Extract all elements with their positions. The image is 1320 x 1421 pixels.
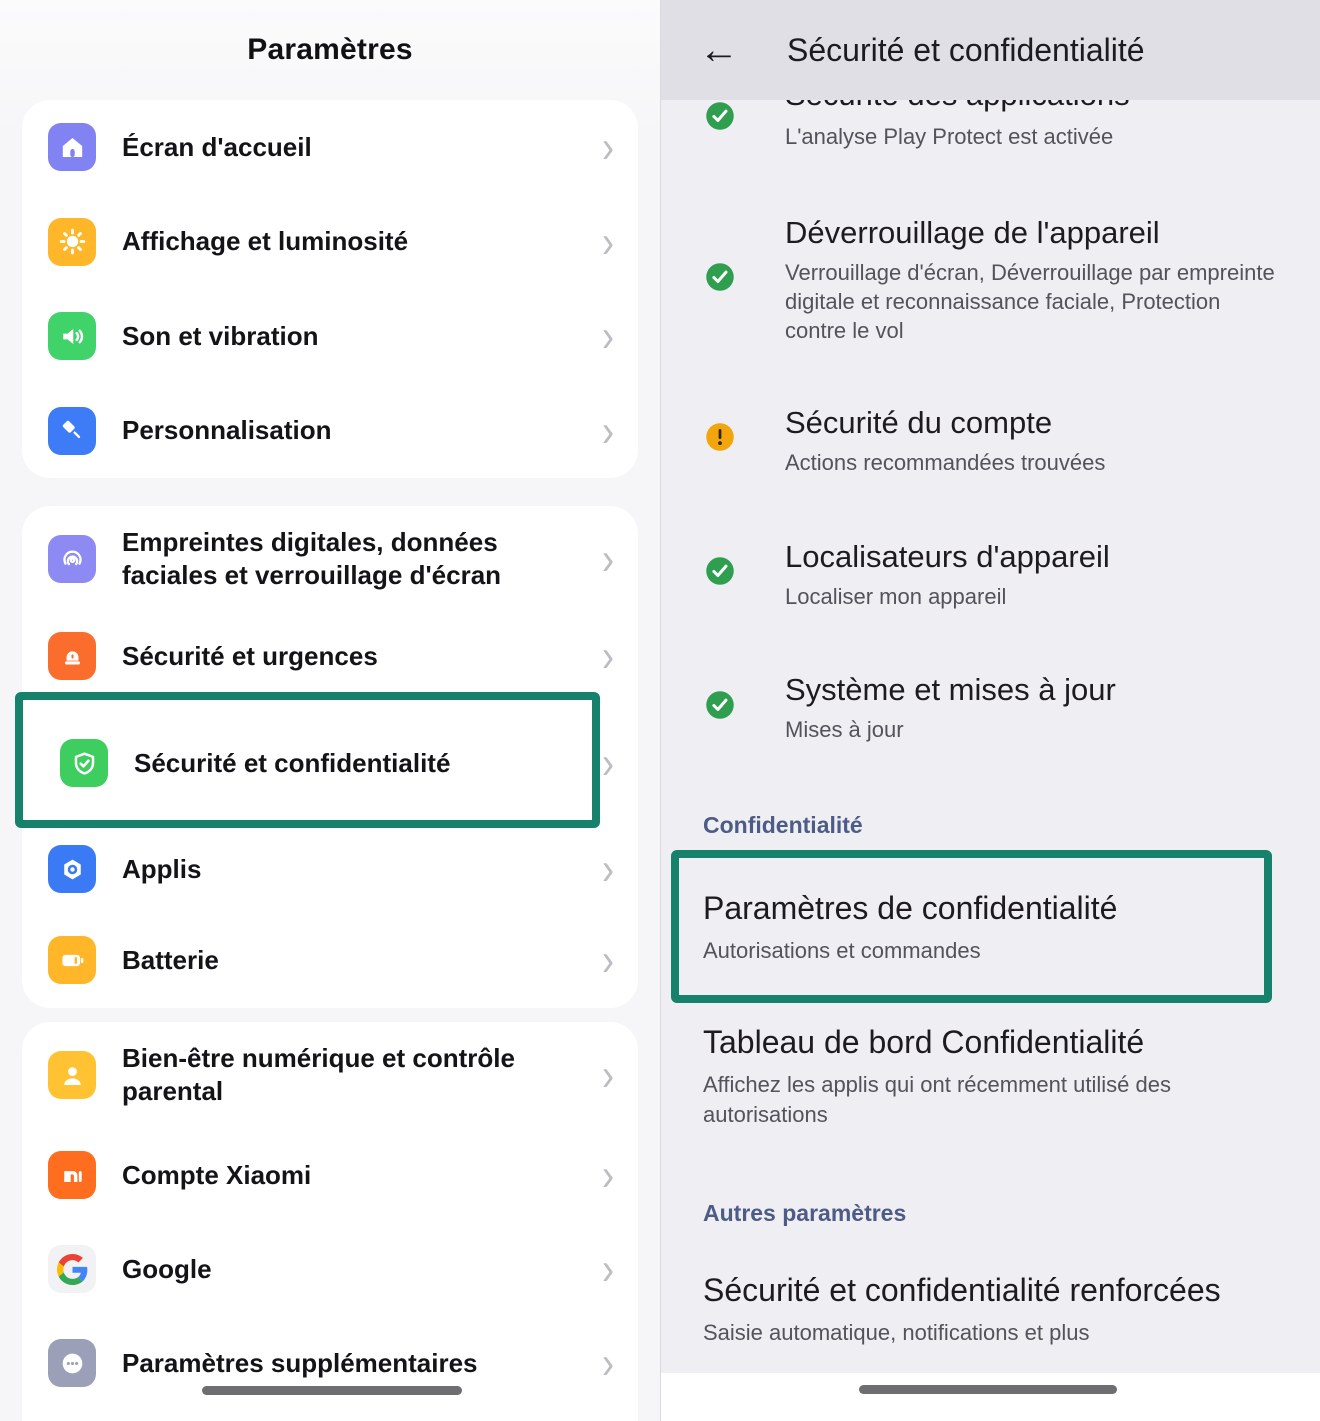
security-privacy-screen: [660, 0, 1320, 1421]
settings-item-label: Paramètres supplémentaires: [122, 1347, 478, 1378]
settings-item-label: Compte Xiaomi: [122, 1159, 312, 1190]
item-device-unlock[interactable]: [661, 214, 1320, 343]
speaker-icon: [48, 312, 96, 360]
item-privacy-dashboard[interactable]: [703, 1022, 1281, 1130]
battery-icon: [48, 936, 96, 984]
item-subtitle: Localiser mon appareil: [785, 584, 1007, 609]
check-circle-icon: [705, 101, 735, 131]
check-circle-icon: [705, 556, 735, 586]
settings-item-label: Son et vibration: [122, 320, 319, 351]
settings-item-label: Empreintes digitales, données faciales et verrouillage d'écran: [122, 527, 502, 590]
settings-item-label: Batterie: [122, 944, 219, 975]
right-header: [661, 0, 1320, 100]
item-title: Sécurité du compte: [785, 405, 1053, 440]
item-account-security[interactable]: [661, 404, 1320, 475]
chevron-right-icon: ›: [602, 842, 614, 894]
section-header-other: Autres paramètres: [703, 1200, 907, 1226]
back-arrow-icon[interactable]: ←: [699, 28, 739, 72]
home-indicator[interactable]: [859, 1385, 1117, 1394]
settings-item-sound[interactable]: [22, 289, 638, 384]
chevron-right-icon: ›: [602, 736, 614, 788]
item-subtitle: Autorisations et commandes: [703, 938, 981, 963]
item-device-finders[interactable]: [661, 538, 1320, 609]
section-header-privacy: Confidentialité: [703, 812, 863, 838]
settings-item-security-privacy[interactable]: [22, 700, 638, 826]
home-icon: [48, 123, 96, 171]
item-subtitle: L'analyse Play Protect est activée: [785, 124, 1114, 149]
item-system-updates[interactable]: [661, 671, 1320, 742]
settings-group-card: [22, 506, 638, 1008]
person-icon: [48, 1051, 96, 1099]
item-subtitle: Verrouillage d'écran, Déverrouillage par empreinte digitale et reconnaissance faciale, Protection contre le vol: [785, 260, 1275, 343]
item-subtitle: Actions recommandées trouvées: [785, 450, 1106, 475]
chevron-right-icon: ›: [602, 1242, 614, 1294]
settings-item-apps[interactable]: [22, 826, 638, 912]
page-title: Sécurité et confidentialité: [787, 31, 1145, 68]
settings-item-label: Google: [122, 1253, 212, 1284]
settings-item-google[interactable]: [22, 1222, 638, 1316]
item-title: Paramètres de confidentialité: [703, 890, 1118, 926]
item-title: Système et mises à jour: [785, 672, 1116, 707]
warning-circle-icon: [705, 422, 735, 452]
settings-item-battery[interactable]: [22, 912, 638, 1008]
google-logo-icon: [48, 1245, 96, 1293]
item-subtitle: Saisie automatique, notifications et plus: [703, 1320, 1090, 1345]
item-subtitle: Affichez les applis qui ont récemment utilisé des autorisations: [703, 1072, 1171, 1127]
chevron-right-icon: ›: [602, 1048, 614, 1100]
settings-item-label: Sécurité et confidentialité: [134, 747, 451, 778]
item-title: Déverrouillage de l'appareil: [785, 215, 1160, 250]
settings-item-label: Affichage et luminosité: [122, 226, 409, 257]
chevron-right-icon: ›: [602, 629, 614, 681]
item-subtitle: Mises à jour: [785, 717, 904, 742]
chevron-right-icon: ›: [602, 1336, 614, 1388]
more-dots-icon: [48, 1339, 96, 1387]
left-header: [0, 0, 660, 100]
settings-item-label: Applis: [122, 853, 202, 884]
chevron-right-icon: ›: [602, 310, 614, 362]
chevron-right-icon: ›: [602, 215, 614, 267]
chevron-right-icon: ›: [602, 121, 614, 173]
settings-group-card: [22, 1022, 638, 1421]
xiaomi-logo-icon: [48, 1151, 96, 1199]
settings-item-label: Écran d'accueil: [122, 131, 312, 162]
settings-item-label: Personnalisation: [122, 415, 332, 446]
chevron-right-icon: ›: [602, 933, 614, 985]
settings-group-card: [22, 100, 638, 478]
siren-icon: [48, 632, 96, 680]
item-privacy-settings[interactable]: [703, 888, 1281, 966]
settings-item-wellbeing[interactable]: [22, 1022, 638, 1128]
home-indicator[interactable]: [202, 1386, 462, 1395]
item-enhanced-security[interactable]: [703, 1270, 1281, 1348]
chevron-right-icon: ›: [602, 404, 614, 456]
settings-item-personalization[interactable]: [22, 384, 638, 479]
settings-item-label: Bien-être numérique et contrôle parental: [122, 1043, 515, 1106]
shield-check-icon: [60, 739, 108, 787]
settings-item-fingerprint[interactable]: [22, 506, 638, 612]
check-circle-icon: [705, 690, 735, 720]
bottom-bar: [661, 1373, 1320, 1421]
chevron-right-icon: ›: [602, 532, 614, 584]
settings-item-label: Sécurité et urgences: [122, 640, 378, 671]
fingerprint-icon: [48, 535, 96, 583]
settings-item-emergency[interactable]: [22, 612, 638, 700]
brightness-icon: [48, 218, 96, 266]
brush-icon: [48, 407, 96, 455]
item-title: Tableau de bord Confidentialité: [703, 1024, 1145, 1060]
settings-item-home-screen[interactable]: [22, 100, 638, 195]
item-title: Sécurité et confidentialité renforcées: [703, 1272, 1221, 1308]
check-circle-icon: [705, 262, 735, 292]
settings-item-additional-settings[interactable]: [22, 1316, 638, 1410]
page-title: Paramètres: [247, 33, 413, 66]
settings-item-xiaomi-account[interactable]: [22, 1128, 638, 1222]
apps-icon: [48, 845, 96, 893]
settings-item-display[interactable]: [22, 195, 638, 290]
chevron-right-icon: ›: [602, 1148, 614, 1200]
item-title: Localisateurs d'appareil: [785, 539, 1110, 574]
